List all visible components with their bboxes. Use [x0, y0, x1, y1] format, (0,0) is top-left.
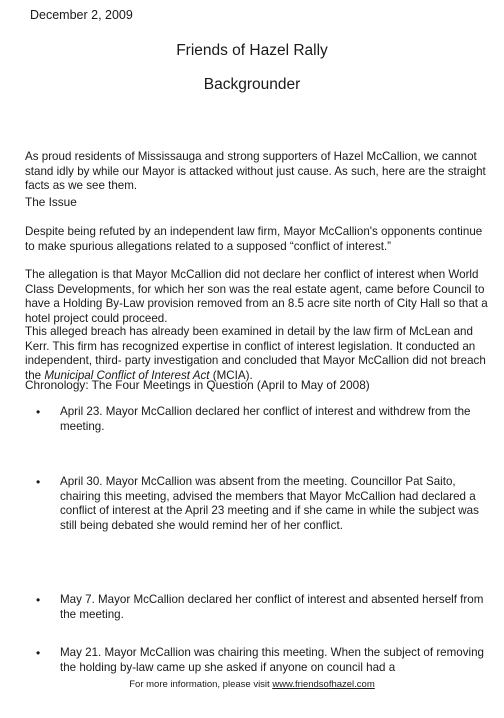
website-link[interactable]: www.friendsofhazel.com — [272, 679, 375, 690]
document-title: Friends of Hazel Rally — [176, 42, 328, 59]
list-item-text: April 23. Mayor McCallion declared her conflict of interest and withdrew from the meeting. — [60, 405, 471, 433]
bullet-icon: • — [36, 475, 41, 489]
document-subtitle: Backgrounder — [203, 76, 301, 93]
issue-heading: The Issue — [25, 195, 77, 209]
list-item-text: May 21. Mayor McCallion was chairing this meeting. When the subject of removing the holding by-law came up she asked if anyone on council had a — [60, 646, 484, 674]
intro-paragraph: As proud residents of Mississauga and strong supporters of Hazel McCallion, we cannot stand idly by while our Mayor is attacked without just cause. As such, here are the straight facts as we see them. — [25, 150, 486, 193]
bullet-icon: • — [36, 593, 41, 607]
document-date: December 2, 2009 — [30, 8, 133, 22]
issue-paragraph-2: The allegation is that Mayor McCallion did not declare her conflict of interest when World Class Developments, for which her son was the real estate agent, came before Council to have a Holding By-Law provision removed from an 8.5 acre site north of City Hall so that a hotel project could proceed. — [25, 268, 488, 325]
list-item-text: May 7. Mayor McCallion declared her conflict of interest and absented herself from the meeting. — [60, 593, 484, 621]
chronology-heading: Chronology: The Four Meetings in Question (April to May of 2008) — [25, 378, 370, 392]
bullet-icon: • — [36, 646, 41, 660]
act-name: Municipal Conflict of Interest Act — [44, 368, 210, 382]
bullet-icon: • — [36, 405, 41, 419]
issue-paragraph-3 — [25, 325, 490, 383]
issue-paragraph-3-end: (MCIA). — [209, 368, 253, 382]
footer — [0, 679, 504, 690]
list-item-text: April 30. Mayor McCallion was absent from the meeting. Councillor Pat Saito, chairing this meeting, advised the members that Mayor McCallion had declared a conflict of interest at the April 23 meeting and if she came in while the subject was still being debated she would remind her of her conflict. — [60, 475, 479, 532]
footer-text: For more information, please visit — [129, 679, 273, 690]
issue-paragraph-1: Despite being refuted by an independent law firm, Mayor McCallion's opponents continue to make spurious allegations related to a supposed “conflict of interest.” — [25, 225, 483, 253]
issue-paragraph-3-text: This alleged breach has already been examined in detail by the law firm of McLean and Kerr. This firm has recognized expertise in conflict of interest legislation. It conducted an independent, third- party investigation and concluded that Mayor McCallion did not breach the — [25, 325, 486, 382]
